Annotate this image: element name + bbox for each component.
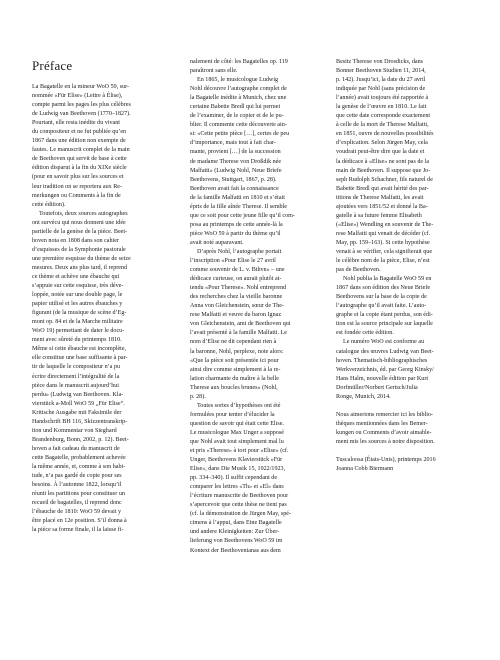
text-line: pp. 334–340). Il suffit cependant de [190, 475, 278, 482]
text-line: leur tradition on se reportera aux Re- [32, 183, 123, 190]
text-line: elle constitue une base suffisante à par- [32, 355, 128, 362]
text-line: du compositeur et ne fut publiée qu’en [32, 129, 127, 136]
text-line: Tuscaloosa (États-Unis), printemps 2016 [336, 456, 436, 463]
text-line: thèques mentionnées dans les Bemer- [336, 420, 428, 427]
text-line: besoins. À l’automne 1822, lorsqu’il [32, 482, 122, 489]
text-line: pièce WoO 59 à partir du thème qu’il [190, 230, 281, 237]
text-line: tir de laquelle le compositeur n’a pu [32, 364, 120, 371]
text-line: pièce dans le manuscrit aujourd’hui [32, 382, 119, 389]
text-line: réunit les partitions pour constituer un [32, 491, 125, 498]
text-line: formulées pour tenter d’élucider la [190, 411, 275, 418]
text-line: l’ébauche de 1810: WoO 59 devait y [32, 509, 122, 516]
text-line: 1867 dans son édition des Neue Briefe [336, 285, 431, 292]
text-line: Werkverzeichnis, éd. par Georg Kinsky/ [336, 366, 434, 373]
page-title: Préface [32, 58, 73, 73]
text-line: que cette date corresponde exactement [336, 113, 431, 120]
text-line: (cf. la démonstration de Jürgen May, spé- [190, 511, 292, 518]
text-line: la même année, et, comme à son habi- [32, 463, 126, 470]
text-line: titions de Therese Malfatti, les avait [336, 194, 424, 201]
text-line: Bonner Beethoven Studien 11, 2014, [336, 68, 426, 75]
text-line: d’esquisses de la Symphonie pastorale [32, 246, 126, 253]
text-line: de Beethoven qui servit de base à cette [32, 156, 127, 163]
text-line: figurant (de la musique de scène d’Eg- [32, 310, 127, 317]
text-line: l’inscription «Pour Elise le 27 avril [190, 258, 276, 265]
text-line: «Que la pièce soit présentée ici pour [190, 357, 279, 364]
text-line: Nous aimerions remercier ici les biblio- [336, 411, 433, 418]
text-line: WoO 19) permettant de dater le docu- [32, 328, 125, 335]
text-column-1 [32, 83, 160, 535]
text-line: catalogue des œuvres Ludwig van Beet- [336, 348, 434, 355]
text-line: Même si cette ébauche est incomplète, [32, 346, 127, 353]
text-line: hoven. Thematisch-bibliographisches [336, 357, 428, 364]
text-line: cimens à l’appui, dans Eine Bagatelle [190, 520, 282, 527]
text-line: Le numéro WoO est conforme au [343, 339, 425, 346]
text-line: p. 28). [190, 393, 206, 400]
text-line: compte parmi les pages les plus célèbres [32, 102, 131, 109]
text-line: kungen ou Comments d’avoir aimable- [336, 429, 432, 436]
text-line: ont survécu qui nous donnent une idée [32, 219, 126, 226]
text-line: s’apercevoir que cette thèse ne tient pas [190, 502, 287, 509]
text-line: Brandenburg, Bonn, 2002, p. 12). Beet- [32, 436, 129, 443]
text-line: certaine Babette Bredl qui lui permet [190, 104, 281, 111]
text-line: la baronne, Nohl, perplexe, note alors: [190, 348, 284, 355]
text-line: des recherches chez la vieille baronne [190, 294, 283, 301]
text-line: la dédicace à «Elise» ne sont pas de la [336, 158, 430, 165]
text-line: tude, n’a pas gardé de copie pour ses [32, 473, 122, 480]
text-line: que ce soit pour cette jeune fille qu’il com- [190, 212, 295, 219]
text-line: voudrait peut-être dire que la date et [336, 149, 425, 156]
text-line: En 1865, le musicologue Ludwig [197, 77, 279, 84]
text-line: Beethoven avait fait la connaissance [190, 185, 279, 192]
text-line: p. 142). Jusqu’ici, la date du 27 avril [336, 77, 426, 84]
text-line: May, pp. 159–163). Si cette hypothèse [336, 239, 430, 246]
text-line: nommée «Für Elise» (Lettre à Élise), [32, 93, 123, 100]
text-line: de Ludwig van Beethoven (1770–1827). [32, 111, 131, 118]
text-line: Unger, Beethovens Klavierstück »Für [190, 457, 283, 464]
text-line: merkungen ou Comments à la fin de [32, 192, 121, 199]
text-line: écrire directement l’intégralité de la [32, 373, 120, 380]
text-line: en 1851, ouvre de nouvelles possibilités [336, 131, 434, 138]
text-line: indiquée par Nohl (sans précision de [336, 86, 426, 93]
text-line: Kritische Ausgabe mit Faksimile der [32, 409, 122, 416]
text-line: que Nohl avait tout simplement mal lu [190, 438, 284, 445]
text-line: Malfatti» (Ludwig Nohl, Neue Briefe [190, 167, 282, 174]
text-line: tion und Kommentar von Sieghard [32, 427, 117, 434]
text-line: paraîtront sans elle. [190, 68, 238, 75]
text-line: Ronge, Munich, 2014. [336, 393, 391, 400]
text-line: Elise«, dans Die Musik 15, 1922/1923, [190, 466, 286, 473]
text-line: avait noté auparavant. [190, 239, 244, 246]
text-line: fautes. Le manuscrit complet de la main [32, 147, 130, 154]
text-line: tendu «Pour Therese». Nohl entreprend [190, 285, 287, 292]
text-line: Handschrift BH 116, Skizzentranskrip- [32, 418, 128, 425]
text-line: ment avec sûreté du printemps 1810. [32, 337, 122, 344]
text-line: Therese aux boucles brunes» (Nohl, [190, 384, 278, 391]
text-column-3 [336, 58, 464, 474]
text-line: posa au printemps de cette année-là la [190, 221, 283, 228]
text-line: lieferung von Beethovens WoO 59 im [190, 538, 283, 545]
text-line: rese Malfatti qui venait de décéder (cf. [336, 230, 431, 237]
text-line: seph Rudolph Schachner, fils naturel de [336, 176, 433, 183]
text-line: tion est la source principale sur laquelle [336, 321, 433, 328]
text-line: papier utilisé et les autres ébauches y [32, 301, 123, 308]
text-line: venait à se vérifier, cela signifierait que [336, 248, 433, 255]
text-line: l’écriture manuscrite de Beethoven pour [190, 493, 289, 500]
text-line: main de Beethoven. Il suppose que Jo- [336, 167, 431, 174]
text-line: ment mis les sources à notre disposition. [336, 438, 435, 445]
text-line: mont op. 84 et de la Marche militaire [32, 319, 123, 326]
text-line: comparer les lettres «Th» et «El» dans [190, 484, 284, 491]
text-line: de madame Therese von Droßdik née [190, 158, 282, 165]
text-line: dédicace curieuse, on aurait plutôt at- [190, 276, 282, 283]
text-line: est fondée cette édition. [336, 330, 394, 337]
text-line: Nohl publia la Bagatelle WoO 59 en [343, 276, 432, 283]
text-line: recueil de bagatelles, il reprend donc [32, 500, 122, 507]
text-line: épris de la fille aînée Therese. Il semble [190, 203, 288, 210]
text-line: 1867 dans une édition non exempte de [32, 138, 126, 145]
text-line: hoven nota en 1808 dans son cahier [32, 237, 119, 244]
text-line: cette Bagatelle, probablement achevée [32, 454, 126, 461]
text-line: D’après Nohl, l’autographe portait [197, 248, 282, 255]
text-line: Le musicologue Max Unger a supposé [190, 429, 284, 436]
text-line: de l’examiner, de le copier et de le pu- [190, 113, 284, 120]
text-line: à celle de la mort de Therese Malfatti, [336, 122, 429, 129]
text-line: l’avait présenté à la famille Malfatti. Le [190, 330, 287, 337]
text-line: Pourtant, elle resta inédite du vivant [32, 120, 120, 127]
text-line: d’importance, mais tout à fait char- [190, 140, 276, 147]
text-line: Toutefois, deux sources autographes [39, 210, 128, 217]
text-line: Beethovens, Stuttgart, 1867, p. 28). [190, 176, 277, 183]
text-line: (pour en savoir plus sur les sources et [32, 174, 124, 181]
text-line: d’explication. Selon Jürgen May, cela [336, 140, 428, 147]
text-line: Nohl découvre l’autographe complet de [190, 86, 287, 93]
text-line: si: «Cette petite pièce […], certes de peu [190, 131, 290, 138]
text-line: Kontext der Beethovenianas aus dem [190, 547, 281, 554]
text-line: une première esquisse du thème de seize [32, 255, 131, 262]
text-line: cette édition). [32, 201, 66, 208]
text-line: von Gleichenstein, ami de Beethoven qui [190, 321, 291, 328]
text-line: partielle de la genèse de la pièce. Beet- [32, 228, 128, 235]
text-line: hoven a fait cadeau du manuscrit de [32, 445, 120, 452]
text-line: question de savoir qui était cette Elise. [190, 420, 284, 427]
text-line: gatelle à sa future femme Elisabeth [336, 212, 422, 219]
text-line: perdu» (Ludwig van Beethoven. Kla- [32, 391, 124, 398]
text-line: Anna von Gleichenstein, sœur de The- [190, 303, 284, 310]
text-line: La Bagatelle en la mineur WoO 59, sur- [32, 84, 130, 90]
text-line: la pièce sa forme finale, il la laisse fi- [32, 527, 124, 534]
text-line: nalement de côté: les Bagatelles op. 119 [190, 59, 288, 65]
text-line: und andere Kleinigkeiten: Zur Über- [190, 529, 280, 536]
text-line: Hans Halm, nouvelle édition par Kurt [336, 375, 429, 382]
text-line: l’autographe qu’il avait faite. L’auto- [336, 303, 427, 310]
text-line: nom d’Elise ne dit cependant rien à [190, 339, 277, 346]
text-line: de la famille Malfatti en 1810 et s’était [190, 194, 285, 201]
text-line: («Elise») Wendling en souvenir de The- [336, 221, 434, 228]
text-line: Besitz Therese von Drosdicks, dans [336, 59, 424, 65]
text-line: ainsi dire comme simplement à la re- [190, 366, 281, 373]
text-line: comme souvenir de L. v. Bthvn» – une [190, 267, 285, 274]
text-line: blier. Il commente cette découverte ain- [190, 122, 287, 129]
text-line: l’année) avait toujours été rapportée à [336, 95, 429, 102]
text-line: le célèbre nom de la pièce, Elise, n’est [336, 258, 430, 265]
text-line: vierstück a-Moll WoO 59 „Für Elise“. [32, 400, 125, 407]
text-line: la Bagatelle inédite à Munich, chez une [190, 95, 287, 102]
text-line: et pris «Therese» à tort pour «Elise» (cf. [190, 448, 289, 455]
text-line: pas de Beethoven. [336, 267, 381, 274]
text-line: ce thème et achève une ébauche qui [32, 273, 120, 280]
text-line: la genèse de l’œuvre en 1810. Le fait [336, 104, 427, 111]
text-line: Beethovens sur la base de la copie de [336, 294, 427, 301]
text-line: loppée, notée sur une double page, le [32, 292, 123, 299]
text-column-2 [190, 58, 318, 556]
text-line: lation charmante du maître à la belle [190, 375, 279, 382]
text-line: ajoutées vers 1851/52 et donné la Ba- [336, 203, 428, 210]
text-line: mante, provient […] de la succession [190, 149, 281, 156]
text-line: mesures. Deux ans plus tard, il reprend [32, 264, 128, 271]
text-line: rese Malfatti et veuve du baron Ignaz [190, 312, 282, 319]
text-line: être placé en 12e position. S’il donna à [32, 518, 127, 525]
text-line: Babette Bredl qui avait hérité des par- [336, 185, 429, 192]
text-line: Toutes sortes d’hypothèses ont été [197, 402, 281, 409]
text-line: Dorfmüller/Norbert Gertsch/Julia [336, 384, 418, 391]
text-line: s’appuie sur cette esquisse, très déve- [32, 283, 124, 290]
text-line: Joanna Cobb Biermann [336, 466, 394, 473]
text-line: graphe et la copie étant perdus, son édi- [336, 312, 433, 319]
text-line: édition disparut à la fin du XIXe siècle [32, 165, 127, 172]
